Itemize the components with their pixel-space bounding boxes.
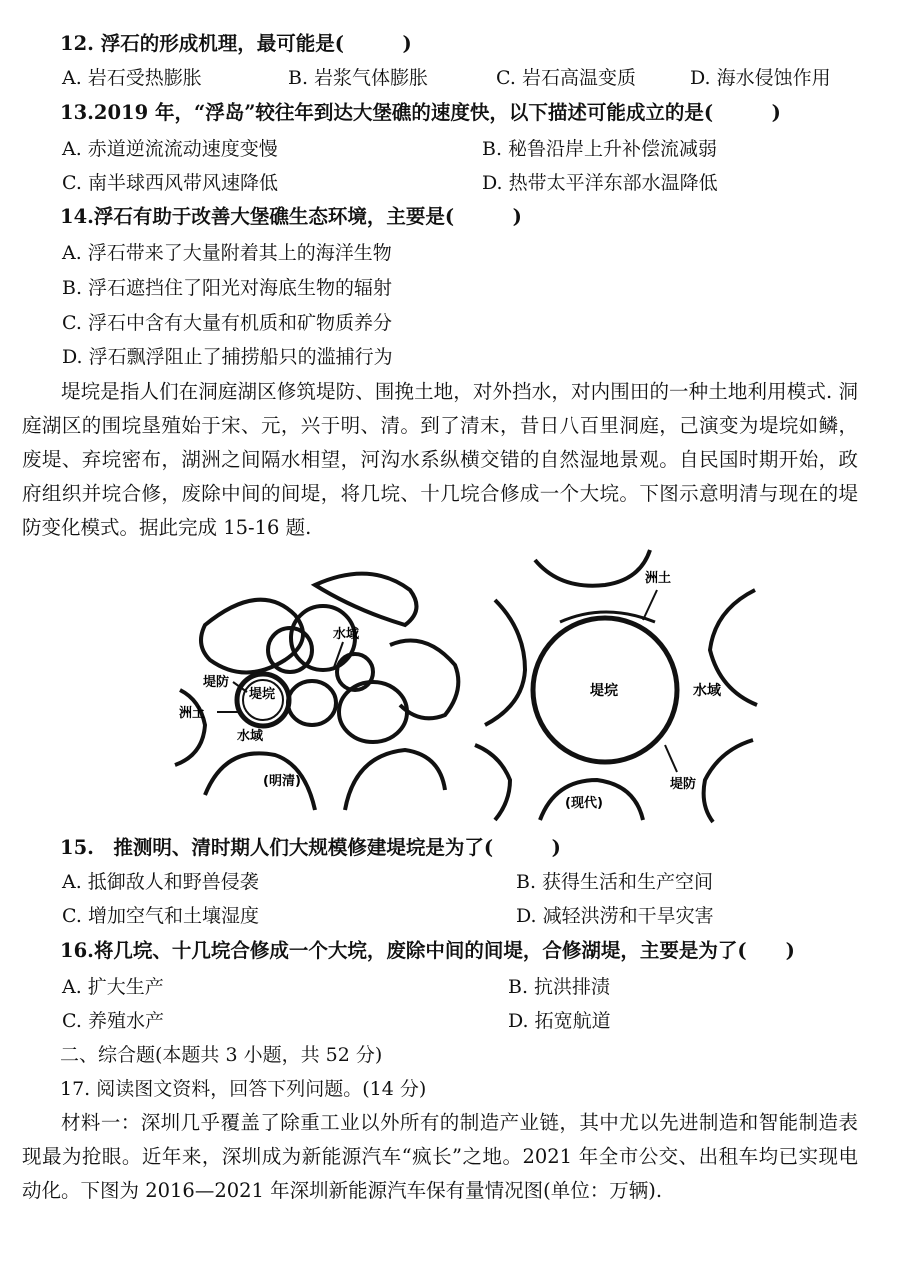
q16-option-c: C. 养殖水产 — [62, 1010, 164, 1032]
q14-option-b: B. 浮石遮挡住了阳光对海底生物的辐射 — [62, 277, 393, 299]
q14-option-d: D. 浮石飘浮阻止了捕捞船只的滥捕行为 — [62, 346, 393, 368]
passage-polder: 堤垸是指人们在洞庭湖区修筑堤防、围挽土地，对外挡水，对内围田的一种土地利用模式. 洞庭湖区的围垸垦殖始于宋、元，兴于明、清。到了清末，昔日八百里洞庭，己演变为堤垸如鳞，废堤、弃垸密布，湖洲之间隔水相望，河沟水系纵横交错的自然湿地景观。自民国时期开始，政府组织并垸合修，废除中间的间堤，将几垸、十几垸合修成一个大垸。下图示意明清与现在的堤防变化模式。据此完成 15-16 题. — [22, 380, 858, 539]
label-dike-left: 堤防 — [203, 675, 230, 690]
q12-option-d: D. 海水侵蚀作用 — [690, 67, 831, 89]
q13-stem: 13.2019 年，“浮岛”较往年到达大堡礁的速度快，以下描述可能成立的是( ) — [60, 101, 781, 124]
q17-stem: 17. 阅读图文资料，回答下列问题。(14 分) — [60, 1078, 427, 1100]
q16-option-b: B. 抗洪排渍 — [508, 976, 611, 998]
q12-option-c: C. 岩石高温变质 — [496, 67, 636, 89]
label-dike-right: 堤防 — [670, 777, 697, 792]
q12-stem: 12. 浮石的形成机理，最可能是( ) — [60, 32, 412, 55]
q15-option-a: A. 抵御敌人和野兽侵袭 — [62, 871, 259, 893]
q15-option-c: C. 增加空气和土壤湿度 — [62, 905, 259, 927]
label-islet-left: 洲土 — [179, 706, 206, 721]
dike-change-figure — [165, 540, 760, 825]
label-polder-right: 堤垸 — [590, 683, 618, 699]
q16-option-a: A. 扩大生产 — [62, 976, 164, 998]
q14-option-a: A. 浮石带来了大量附着其上的海洋生物 — [62, 242, 392, 264]
label-polder-left: 堤垸 — [249, 687, 276, 702]
q14-stem: 14.浮石有助于改善大堡礁生态环境，主要是( ) — [60, 205, 522, 228]
caption-ming-qing: (明清) — [263, 774, 301, 789]
q15-stem: 15. 推测明、清时期人们大规模修建堤垸是为了( ) — [60, 836, 561, 859]
q13-option-d: D. 热带太平洋东部水温降低 — [482, 172, 718, 194]
q13-option-a: A. 赤道逆流流动速度变慢 — [62, 138, 278, 160]
label-islet-right: 洲土 — [645, 571, 672, 586]
label-water-left: 水域 — [333, 627, 360, 642]
q17-material: 材料一：深圳几乎覆盖了除重工业以外所有的制造产业链，其中尤以先进制造和智能制造表现最为抢眼。近年来，深圳成为新能源汽车“疯长”之地。2021 年全市公交、出租车均已实现电动化。下图为 2016—2021 年深圳新能源汽车保有量情况图(单位：万辆). — [22, 1111, 858, 1202]
caption-modern: (现代) — [565, 796, 603, 811]
q15-option-b: B. 获得生活和生产空间 — [516, 871, 714, 893]
q15-option-d: D. 减轻洪涝和干旱灾害 — [516, 905, 714, 927]
q13-option-b: B. 秘鲁沿岸上升补偿流减弱 — [482, 138, 718, 160]
q13-option-c: C. 南半球西风带风速降低 — [62, 172, 278, 194]
q12-option-a: A. 岩石受热膨胀 — [62, 67, 202, 89]
q14-option-c: C. 浮石中含有大量有机质和矿物质养分 — [62, 312, 392, 334]
label-water-right: 水域 — [693, 683, 721, 699]
q16-option-d: D. 拓宽航道 — [508, 1010, 611, 1032]
label-water2-left: 水域 — [237, 729, 264, 744]
section-2-heading: 二、综合题(本题共 3 小题，共 52 分) — [60, 1044, 383, 1066]
q16-stem: 16.将几垸、十几垸合修成一个大垸，废除中间的间堤，合修湖堤，主要是为了( ) — [60, 939, 795, 962]
q12-option-b: B. 岩浆气体膨胀 — [288, 67, 429, 89]
